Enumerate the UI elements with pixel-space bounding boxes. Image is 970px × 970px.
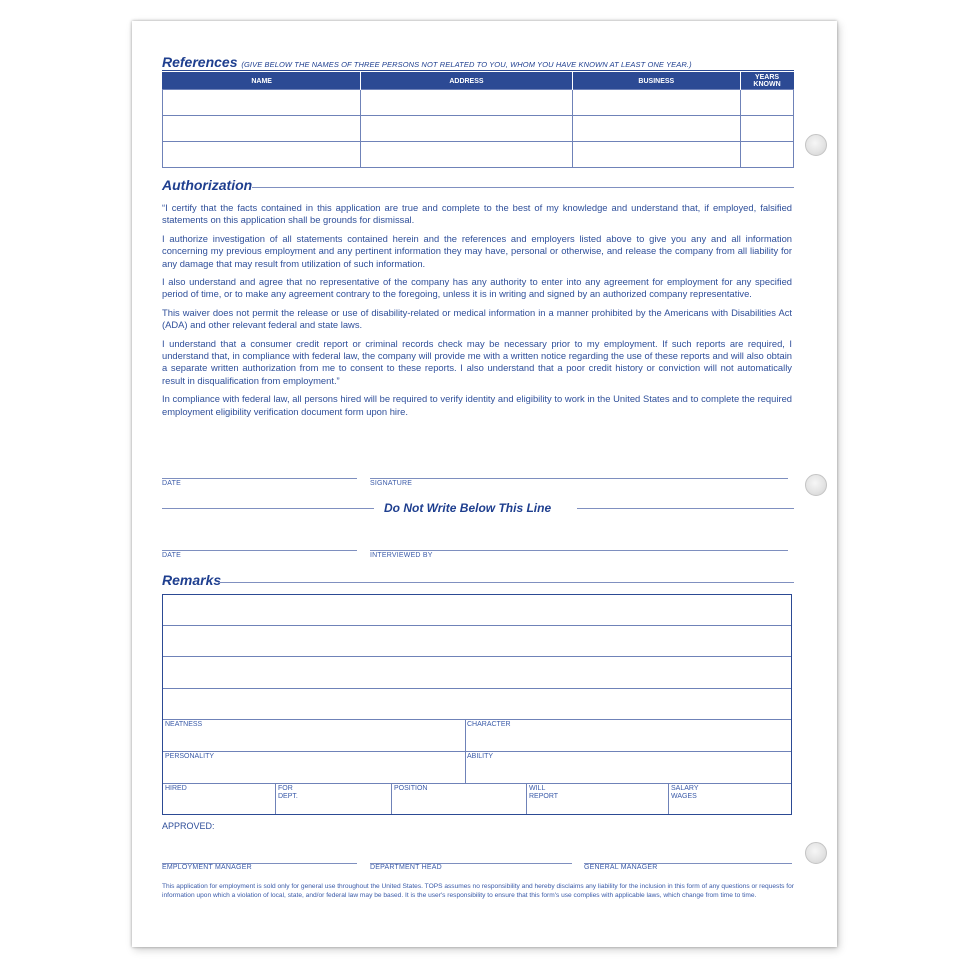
reference-name-cell[interactable]: [163, 142, 361, 168]
binder-hole-middle: [805, 474, 827, 496]
reference-years-cell[interactable]: [741, 142, 794, 168]
dnw-rule-left: [162, 508, 374, 509]
salary-wages-label-2: WAGES: [671, 793, 697, 800]
signature-label: SIGNATURE: [370, 480, 413, 487]
binder-hole-top: [805, 134, 827, 156]
divider: [465, 719, 466, 783]
reference-name-cell[interactable]: [163, 90, 361, 116]
do-not-write-banner: Do Not Write Below This Line: [384, 501, 552, 515]
remarks-box: [162, 594, 792, 815]
reference-row: [163, 142, 794, 168]
col-business: BUSINESS: [572, 73, 740, 90]
department-head-label: DEPARTMENT HEAD: [370, 864, 442, 871]
reference-business-cell[interactable]: [572, 116, 740, 142]
legal-disclaimer: This application for employment is sold only for general use throughout the United States. TOPS assumes no responsibility and hereby disclaims any liability for the inclusion in this form of any questions or requests for information upon which a violation of local, state, and/or federal law may be based. It is the user's responsibility to ensure that this form's use complies with applicable laws, which change from time to time.: [162, 883, 794, 899]
remarks-line: [163, 783, 791, 784]
remarks-line: [163, 688, 791, 689]
hired-label: HIRED: [165, 785, 187, 792]
salary-wages-label-1: SALARY: [671, 785, 699, 792]
interviewed-by-line[interactable]: [370, 550, 788, 551]
will-report-label-1: WILL: [529, 785, 546, 792]
remarks-line: [163, 656, 791, 657]
auth-paragraph: I authorize investigation of all statements contained herein and the references and employers listed above to give you any and all information concerning my previous employment and any pertinent information they may have, personal or otherwise, and release the company from all liability for any damage that may result from utilization of such information.: [162, 232, 792, 269]
reference-row: [163, 90, 794, 116]
remarks-title: Remarks: [162, 572, 222, 588]
dnw-rule-right: [577, 508, 794, 509]
col-address: ADDRESS: [361, 73, 572, 90]
references-table: [162, 72, 794, 168]
employment-manager-label: EMPLOYMENT MANAGER: [162, 864, 252, 871]
references-heading: [162, 54, 692, 70]
auth-paragraph: “I certify that the facts contained in this application are true and complete to the best of my knowledge and understand that, if employed, falsified statements on this application shall be grounds for dismissal.: [162, 202, 792, 226]
authorization-title: Authorization: [162, 177, 253, 193]
office-date-label: DATE: [162, 552, 181, 559]
divider: [526, 783, 527, 814]
remarks-rule: [218, 582, 794, 583]
general-manager-label: GENERAL MANAGER: [584, 864, 658, 871]
divider: [391, 783, 392, 814]
binder-hole-bottom: [805, 842, 827, 864]
reference-name-cell[interactable]: [163, 116, 361, 142]
reference-address-cell[interactable]: [361, 142, 572, 168]
col-name: NAME: [163, 73, 361, 90]
date-line[interactable]: [162, 478, 357, 479]
divider: [275, 783, 276, 814]
application-form-page: [132, 21, 837, 947]
position-label: POSITION: [394, 785, 428, 792]
neatness-label: NEATNESS: [165, 721, 203, 728]
remarks-line: [163, 751, 791, 752]
reference-address-cell[interactable]: [361, 90, 572, 116]
auth-paragraph: This waiver does not permit the release or use of disability-related or medical information in a manner prohibited by the Americans with Disabilities Act (ADA) and other relevant federal and state laws.: [162, 306, 792, 331]
date-label: DATE: [162, 480, 181, 487]
remarks-line: [163, 625, 791, 626]
reference-row: [163, 116, 794, 142]
reference-years-cell[interactable]: [741, 90, 794, 116]
divider: [668, 783, 669, 814]
approved-label: APPROVED:: [162, 821, 215, 831]
auth-paragraph: I also understand and agree that no representative of the company has any authority to enter into any agreement for employment for any specified period of time, or to make any agreement contrary to the foregoing, unless it is in writing and signed by an authorized company representative.: [162, 276, 792, 300]
signature-line[interactable]: [370, 478, 788, 479]
auth-paragraph: I understand that a consumer credit report or criminal records check may be necessary prior to my employment. If such reports are required, I understand that, in compliance with federal law, the company will provide me with a written notice regarding the use of these reports and will also obtain a separate written authorization from me to consent to these reports. I also understand that a poor credit history or conviction will not automatically result in disqualification from employment.”: [162, 337, 792, 386]
auth-paragraph: In compliance with federal law, all persons hired will be required to verify identity and eligibility to work in the United States and to complete the required employment eligibility verification document form upon hire.: [162, 393, 792, 417]
character-label: CHARACTER: [467, 721, 511, 728]
references-rule: [162, 70, 794, 71]
personality-label: PERSONALITY: [165, 753, 215, 760]
ability-label: ABILITY: [467, 753, 494, 760]
authorization-rule: [252, 187, 794, 188]
office-date-line[interactable]: [162, 550, 357, 551]
for-dept-label-2: DEPT.: [278, 793, 298, 800]
for-dept-label-1: FOR: [278, 785, 293, 792]
references-note: (GIVE BELOW THE NAMES OF THREE PERSONS NOT RELATED TO YOU, WHOM YOU HAVE KNOWN AT LEAST ONE YEAR.): [241, 60, 692, 69]
remarks-line: [163, 719, 791, 720]
reference-business-cell[interactable]: [572, 142, 740, 168]
authorization-text: [162, 202, 792, 424]
col-years-known: YEARS KNOWN: [741, 73, 794, 90]
will-report-label-2: REPORT: [529, 793, 559, 800]
interviewed-by-label: INTERVIEWED BY: [370, 552, 433, 559]
reference-years-cell[interactable]: [741, 116, 794, 142]
reference-address-cell[interactable]: [361, 116, 572, 142]
references-title: References: [162, 54, 238, 70]
reference-business-cell[interactable]: [572, 90, 740, 116]
